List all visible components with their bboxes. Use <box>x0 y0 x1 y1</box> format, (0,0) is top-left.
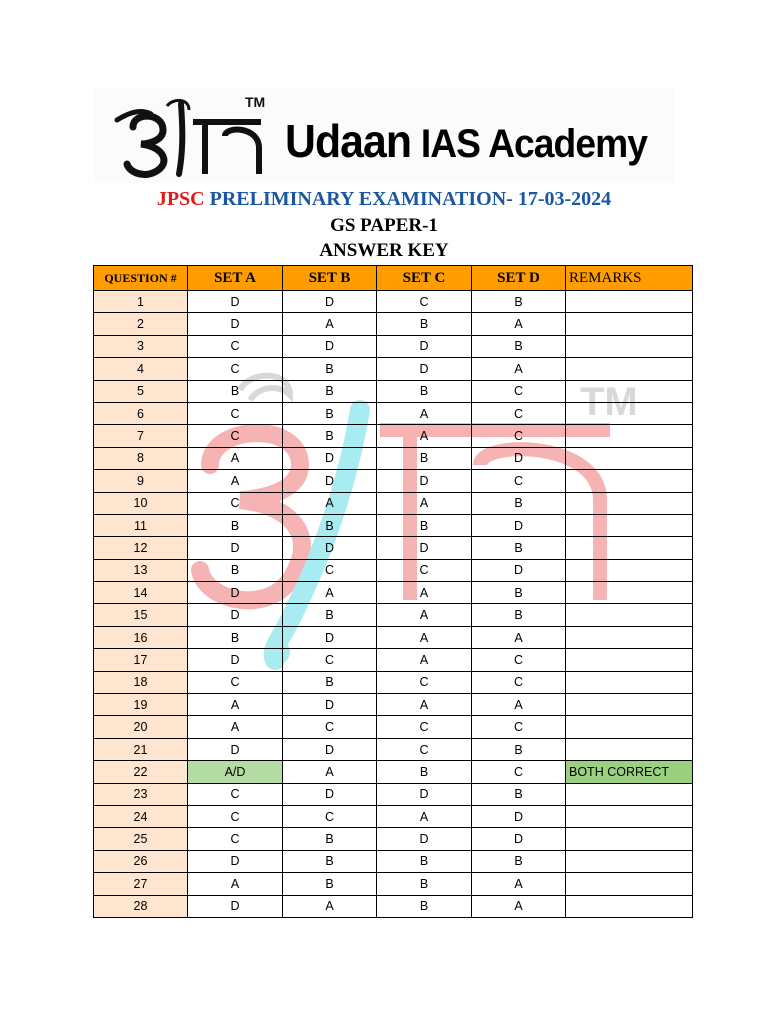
remark-cell <box>566 537 693 559</box>
set-c-answer-cell: C <box>377 559 472 581</box>
set-c-answer-cell: B <box>377 380 472 402</box>
set-b-answer-cell: B <box>283 850 377 872</box>
set-c-answer-cell: D <box>377 828 472 850</box>
table-row <box>94 716 693 738</box>
table-row <box>94 828 693 850</box>
set-a-answer-cell: D <box>188 649 283 671</box>
table-row <box>94 470 693 492</box>
remark-cell <box>566 335 693 357</box>
remark-cell <box>566 895 693 917</box>
table-row <box>94 895 693 917</box>
remark-cell <box>566 671 693 693</box>
table-row <box>94 537 693 559</box>
set-b-answer-cell: D <box>283 694 377 716</box>
remark-cell <box>566 649 693 671</box>
question-number-cell: 7 <box>94 425 188 447</box>
set-c-answer-cell: A <box>377 604 472 626</box>
question-number-cell: 6 <box>94 402 188 424</box>
column-header-set-c: SET C <box>377 266 472 291</box>
question-number-cell: 17 <box>94 649 188 671</box>
set-a-answer-cell: A/D <box>188 761 283 783</box>
set-d-answer-cell: D <box>472 447 566 469</box>
set-d-answer-cell: B <box>472 604 566 626</box>
set-d-answer-cell: D <box>472 514 566 536</box>
question-number-cell: 10 <box>94 492 188 514</box>
set-b-answer-cell: B <box>283 402 377 424</box>
set-b-answer-cell: D <box>283 470 377 492</box>
set-c-answer-cell: D <box>377 335 472 357</box>
remark-cell <box>566 425 693 447</box>
set-d-answer-cell: B <box>472 582 566 604</box>
set-b-answer-cell: B <box>283 425 377 447</box>
set-a-answer-cell: C <box>188 425 283 447</box>
question-number-cell: 1 <box>94 291 188 313</box>
question-number-cell: 28 <box>94 895 188 917</box>
remark-cell <box>566 873 693 895</box>
table-row <box>94 671 693 693</box>
column-header-set-b: SET B <box>283 266 377 291</box>
set-c-answer-cell: B <box>377 895 472 917</box>
set-a-answer-cell: C <box>188 671 283 693</box>
set-c-answer-cell: A <box>377 649 472 671</box>
set-b-answer-cell: D <box>283 537 377 559</box>
set-a-answer-cell: B <box>188 626 283 648</box>
set-d-answer-cell: D <box>472 559 566 581</box>
question-number-cell: 26 <box>94 850 188 872</box>
paper-title: GS PAPER-1 <box>330 215 438 236</box>
brand-name-sub: IAS Academy <box>420 122 647 166</box>
set-a-answer-cell: D <box>188 582 283 604</box>
set-c-answer-cell: B <box>377 873 472 895</box>
table-row <box>94 873 693 895</box>
set-a-answer-cell: B <box>188 514 283 536</box>
table-row <box>94 514 693 536</box>
remark-cell: BOTH CORRECT <box>566 761 693 783</box>
set-d-answer-cell: A <box>472 626 566 648</box>
table-row <box>94 582 693 604</box>
set-c-answer-cell: D <box>377 470 472 492</box>
set-d-answer-cell: C <box>472 470 566 492</box>
column-header-remarks: REMARKS <box>566 266 693 291</box>
udaan-bengali-script-logo-icon <box>103 92 266 180</box>
set-b-answer-cell: B <box>283 671 377 693</box>
set-d-answer-cell: B <box>472 537 566 559</box>
question-number-cell: 2 <box>94 313 188 335</box>
question-number-cell: 9 <box>94 470 188 492</box>
remark-cell <box>566 738 693 760</box>
set-d-answer-cell: C <box>472 425 566 447</box>
remark-cell <box>566 447 693 469</box>
remark-cell <box>566 291 693 313</box>
set-b-answer-cell: D <box>283 783 377 805</box>
table-row <box>94 291 693 313</box>
set-c-answer-cell: A <box>377 694 472 716</box>
question-number-cell: 20 <box>94 716 188 738</box>
table-row <box>94 358 693 380</box>
set-c-answer-cell: C <box>377 738 472 760</box>
set-c-answer-cell: D <box>377 537 472 559</box>
set-a-answer-cell: D <box>188 537 283 559</box>
question-number-cell: 25 <box>94 828 188 850</box>
set-d-answer-cell: C <box>472 761 566 783</box>
exam-name-label: PRELIMINARY EXAMINATION- 17-03-2024 <box>209 188 612 210</box>
set-a-answer-cell: C <box>188 402 283 424</box>
set-a-answer-cell: B <box>188 380 283 402</box>
table-row <box>94 738 693 760</box>
table-row <box>94 492 693 514</box>
set-d-answer-cell: D <box>472 805 566 827</box>
set-c-answer-cell: C <box>377 671 472 693</box>
table-row <box>94 850 693 872</box>
question-number-cell: 21 <box>94 738 188 760</box>
set-d-answer-cell: C <box>472 649 566 671</box>
remark-cell <box>566 380 693 402</box>
set-b-answer-cell: B <box>283 604 377 626</box>
set-b-answer-cell: A <box>283 895 377 917</box>
remark-cell <box>566 850 693 872</box>
table-row <box>94 559 693 581</box>
remark-cell <box>566 582 693 604</box>
set-d-answer-cell: B <box>472 291 566 313</box>
remark-cell <box>566 805 693 827</box>
set-b-answer-cell: B <box>283 873 377 895</box>
set-c-answer-cell: A <box>377 582 472 604</box>
set-d-answer-cell: A <box>472 895 566 917</box>
column-header-set-d: SET D <box>472 266 566 291</box>
set-b-answer-cell: D <box>283 447 377 469</box>
table-row <box>94 604 693 626</box>
column-header-question: QUESTION # <box>94 266 188 291</box>
table-row <box>94 761 693 783</box>
set-a-answer-cell: C <box>188 335 283 357</box>
exam-jpsc-label: JPSC <box>156 188 205 210</box>
set-c-answer-cell: C <box>377 716 472 738</box>
set-c-answer-cell: A <box>377 626 472 648</box>
question-number-cell: 13 <box>94 559 188 581</box>
brand-name <box>285 114 647 168</box>
set-c-answer-cell: B <box>377 313 472 335</box>
set-b-answer-cell: C <box>283 649 377 671</box>
set-d-answer-cell: B <box>472 738 566 760</box>
set-d-answer-cell: A <box>472 873 566 895</box>
set-c-answer-cell: D <box>377 783 472 805</box>
brand-name-main: Udaan <box>285 115 412 167</box>
table-row <box>94 447 693 469</box>
question-number-cell: 3 <box>94 335 188 357</box>
question-number-cell: 4 <box>94 358 188 380</box>
set-d-answer-cell: C <box>472 671 566 693</box>
set-d-answer-cell: C <box>472 402 566 424</box>
set-a-answer-cell: C <box>188 783 283 805</box>
set-c-answer-cell: B <box>377 514 472 536</box>
set-d-answer-cell: B <box>472 850 566 872</box>
set-c-answer-cell: B <box>377 850 472 872</box>
question-number-cell: 18 <box>94 671 188 693</box>
set-b-answer-cell: D <box>283 738 377 760</box>
remark-cell <box>566 559 693 581</box>
remark-cell <box>566 492 693 514</box>
remark-cell <box>566 358 693 380</box>
set-c-answer-cell: C <box>377 291 472 313</box>
set-d-answer-cell: B <box>472 783 566 805</box>
set-b-answer-cell: A <box>283 492 377 514</box>
remark-cell <box>566 626 693 648</box>
set-a-answer-cell: D <box>188 895 283 917</box>
table-row <box>94 335 693 357</box>
set-a-answer-cell: C <box>188 828 283 850</box>
set-b-answer-cell: D <box>283 335 377 357</box>
set-b-answer-cell: A <box>283 761 377 783</box>
table-row <box>94 783 693 805</box>
set-a-answer-cell: D <box>188 850 283 872</box>
question-number-cell: 22 <box>94 761 188 783</box>
set-b-answer-cell: C <box>283 716 377 738</box>
header-banner <box>95 88 675 183</box>
trademark-label: TM <box>245 94 266 110</box>
table-row <box>94 425 693 447</box>
question-number-cell: 24 <box>94 805 188 827</box>
question-number-cell: 5 <box>94 380 188 402</box>
question-number-cell: 12 <box>94 537 188 559</box>
table-row <box>94 626 693 648</box>
remark-cell <box>566 716 693 738</box>
set-b-answer-cell: B <box>283 380 377 402</box>
question-number-cell: 23 <box>94 783 188 805</box>
set-d-answer-cell: B <box>472 335 566 357</box>
set-d-answer-cell: C <box>472 716 566 738</box>
question-number-cell: 27 <box>94 873 188 895</box>
table-row <box>94 694 693 716</box>
svg-text:TM: TM <box>580 380 638 424</box>
set-b-answer-cell: B <box>283 358 377 380</box>
table-row <box>94 805 693 827</box>
set-a-answer-cell: A <box>188 694 283 716</box>
set-a-answer-cell: D <box>188 291 283 313</box>
remark-cell <box>566 828 693 850</box>
question-number-cell: 14 <box>94 582 188 604</box>
question-number-cell: 15 <box>94 604 188 626</box>
set-a-answer-cell: D <box>188 604 283 626</box>
table-header-row <box>94 266 693 291</box>
set-a-answer-cell: B <box>188 559 283 581</box>
remark-cell <box>566 402 693 424</box>
set-c-answer-cell: A <box>377 805 472 827</box>
set-b-answer-cell: D <box>283 626 377 648</box>
set-d-answer-cell: A <box>472 694 566 716</box>
set-d-answer-cell: B <box>472 492 566 514</box>
set-b-answer-cell: D <box>283 291 377 313</box>
set-b-answer-cell: C <box>283 559 377 581</box>
question-number-cell: 11 <box>94 514 188 536</box>
set-d-answer-cell: A <box>472 358 566 380</box>
set-d-answer-cell: C <box>472 380 566 402</box>
exam-title <box>0 188 768 211</box>
remark-cell <box>566 514 693 536</box>
table-row <box>94 313 693 335</box>
set-c-answer-cell: B <box>377 761 472 783</box>
set-a-answer-cell: A <box>188 470 283 492</box>
set-c-answer-cell: A <box>377 425 472 447</box>
set-a-answer-cell: C <box>188 805 283 827</box>
set-a-answer-cell: A <box>188 873 283 895</box>
set-c-answer-cell: B <box>377 447 472 469</box>
question-number-cell: 16 <box>94 626 188 648</box>
set-c-answer-cell: D <box>377 358 472 380</box>
answer-key-table <box>93 265 693 918</box>
table-row <box>94 649 693 671</box>
set-a-answer-cell: D <box>188 313 283 335</box>
set-b-answer-cell: B <box>283 828 377 850</box>
remark-cell <box>566 313 693 335</box>
remark-cell <box>566 694 693 716</box>
set-c-answer-cell: A <box>377 492 472 514</box>
set-b-answer-cell: C <box>283 805 377 827</box>
set-a-answer-cell: D <box>188 738 283 760</box>
set-d-answer-cell: A <box>472 313 566 335</box>
set-b-answer-cell: A <box>283 582 377 604</box>
column-header-set-a: SET A <box>188 266 283 291</box>
set-a-answer-cell: A <box>188 716 283 738</box>
question-number-cell: 19 <box>94 694 188 716</box>
question-number-cell: 8 <box>94 447 188 469</box>
set-d-answer-cell: D <box>472 828 566 850</box>
set-b-answer-cell: A <box>283 313 377 335</box>
answer-key-title: ANSWER KEY <box>319 240 449 261</box>
set-b-answer-cell: B <box>283 514 377 536</box>
set-a-answer-cell: C <box>188 492 283 514</box>
remark-cell <box>566 604 693 626</box>
table-row <box>94 380 693 402</box>
remark-cell <box>566 470 693 492</box>
table-row <box>94 402 693 424</box>
set-a-answer-cell: A <box>188 447 283 469</box>
set-c-answer-cell: A <box>377 402 472 424</box>
remark-cell <box>566 783 693 805</box>
set-a-answer-cell: C <box>188 358 283 380</box>
